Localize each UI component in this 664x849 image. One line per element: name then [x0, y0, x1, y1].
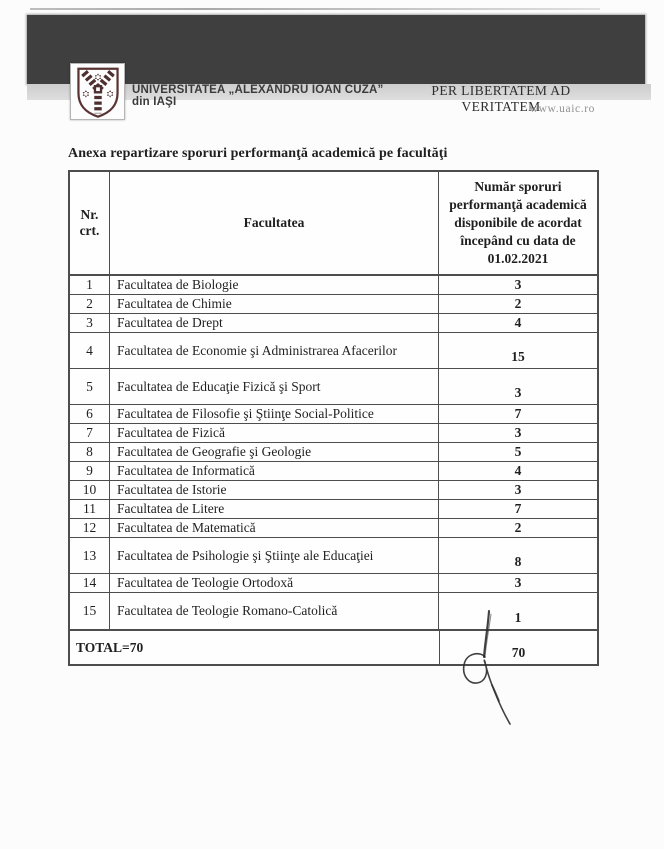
total-row — [70, 629, 597, 664]
table-row — [70, 333, 597, 369]
table-body — [70, 276, 597, 629]
table-row — [70, 369, 597, 405]
bonus-count-cell: 2 — [514, 520, 522, 535]
table-row — [70, 462, 597, 481]
bonus-count-cell: 3 — [514, 482, 522, 497]
total-value-cell: 70 — [511, 645, 526, 660]
faculty-name-cell: Facultatea de Litere — [110, 500, 439, 518]
table-row — [70, 295, 597, 314]
faculty-name-cell: Facultatea de Fizică — [110, 424, 439, 442]
row-number-cell: 4 — [70, 333, 110, 368]
table-row — [70, 405, 597, 424]
row-number-cell: 15 — [70, 593, 110, 629]
uaic-coat-of-arms-icon — [73, 65, 123, 119]
university-name: UNIVERSITATEA „ALEXANDRU IOAN CUZA” din IAŞI — [132, 84, 384, 108]
faculty-name-cell: Facultatea de Drept — [110, 314, 439, 332]
table-row — [70, 481, 597, 500]
document-title: Anexa repartizare sporuri performanţă academică pe facultăţi — [68, 146, 448, 161]
faculty-name-cell: Facultatea de Teologie Romano-Catolică — [110, 593, 439, 629]
row-number-cell: 8 — [70, 443, 110, 461]
faculty-name-cell: Facultatea de Teologie Ortodoxă — [110, 574, 439, 592]
row-number-cell: 11 — [70, 500, 110, 518]
faculty-name-cell: Facultatea de Filosofie şi Ştiinţe Social-Politice — [110, 405, 439, 423]
faculty-name-cell: Facultatea de Informatică — [110, 462, 439, 480]
bonus-count-cell: 2 — [514, 296, 522, 311]
row-number-cell: 10 — [70, 481, 110, 499]
faculty-name-cell: Facultatea de Biologie — [110, 276, 439, 294]
bonus-count-cell: 3 — [514, 277, 522, 292]
university-logo — [70, 63, 125, 120]
faculty-name-cell: Facultatea de Chimie — [110, 295, 439, 313]
header-nr-crt: Nr. crt. — [70, 172, 110, 274]
faculty-name-cell: Facultatea de Matematică — [110, 519, 439, 537]
bonus-count-cell: 15 — [511, 349, 525, 364]
row-number-cell: 3 — [70, 314, 110, 332]
bonus-count-cell: 5 — [514, 444, 522, 459]
row-number-cell: 9 — [70, 462, 110, 480]
table-row — [70, 519, 597, 538]
bonus-count-cell: 4 — [514, 463, 522, 478]
bonus-count-cell: 8 — [514, 554, 522, 569]
table-header-row — [70, 172, 597, 276]
row-number-cell: 2 — [70, 295, 110, 313]
university-motto: PER LIBERTATEM AD VERITATEM — [431, 83, 571, 114]
table-row — [70, 500, 597, 519]
row-number-cell: 12 — [70, 519, 110, 537]
row-number-cell: 1 — [70, 276, 110, 294]
bonus-count-cell: 7 — [514, 501, 522, 516]
bonus-count-cell: 3 — [514, 575, 522, 590]
bonus-count-cell: 3 — [514, 425, 522, 440]
table-row — [70, 424, 597, 443]
row-number-cell: 5 — [70, 369, 110, 404]
bonus-count-cell: 4 — [514, 315, 522, 330]
faculty-name-cell: Facultatea de Istorie — [110, 481, 439, 499]
total-label-cell: TOTAL=70 — [70, 631, 440, 664]
faculties-table — [68, 170, 599, 666]
row-number-cell: 7 — [70, 424, 110, 442]
bonus-count-cell: 7 — [514, 406, 522, 421]
table-row — [70, 314, 597, 333]
faculty-name-cell: Facultatea de Economie şi Administrarea Afacerilor — [110, 333, 439, 368]
table-row — [70, 593, 597, 629]
row-number-cell: 14 — [70, 574, 110, 592]
table-row — [70, 276, 597, 295]
scan-artifact-line — [30, 8, 600, 10]
faculty-name-cell: Facultatea de Geografie şi Geologie — [110, 443, 439, 461]
faculty-name-cell: Facultatea de Psihologie şi Ştiinţe ale Educaţiei — [110, 538, 439, 573]
row-number-cell: 6 — [70, 405, 110, 423]
university-website: www.uaic.ro — [529, 103, 595, 115]
header-numar-sporuri: Număr sporuri performanţă academică disponibile de acordat începând cu data de 01.02.2021 — [449, 179, 587, 266]
bonus-count-cell: 1 — [514, 610, 522, 625]
header-facultatea: Facultatea — [110, 172, 439, 274]
table-row — [70, 443, 597, 462]
table-row — [70, 538, 597, 574]
faculty-name-cell: Facultatea de Educaţie Fizică şi Sport — [110, 369, 439, 404]
table-row — [70, 574, 597, 593]
row-number-cell: 13 — [70, 538, 110, 573]
bonus-count-cell: 3 — [514, 385, 522, 400]
